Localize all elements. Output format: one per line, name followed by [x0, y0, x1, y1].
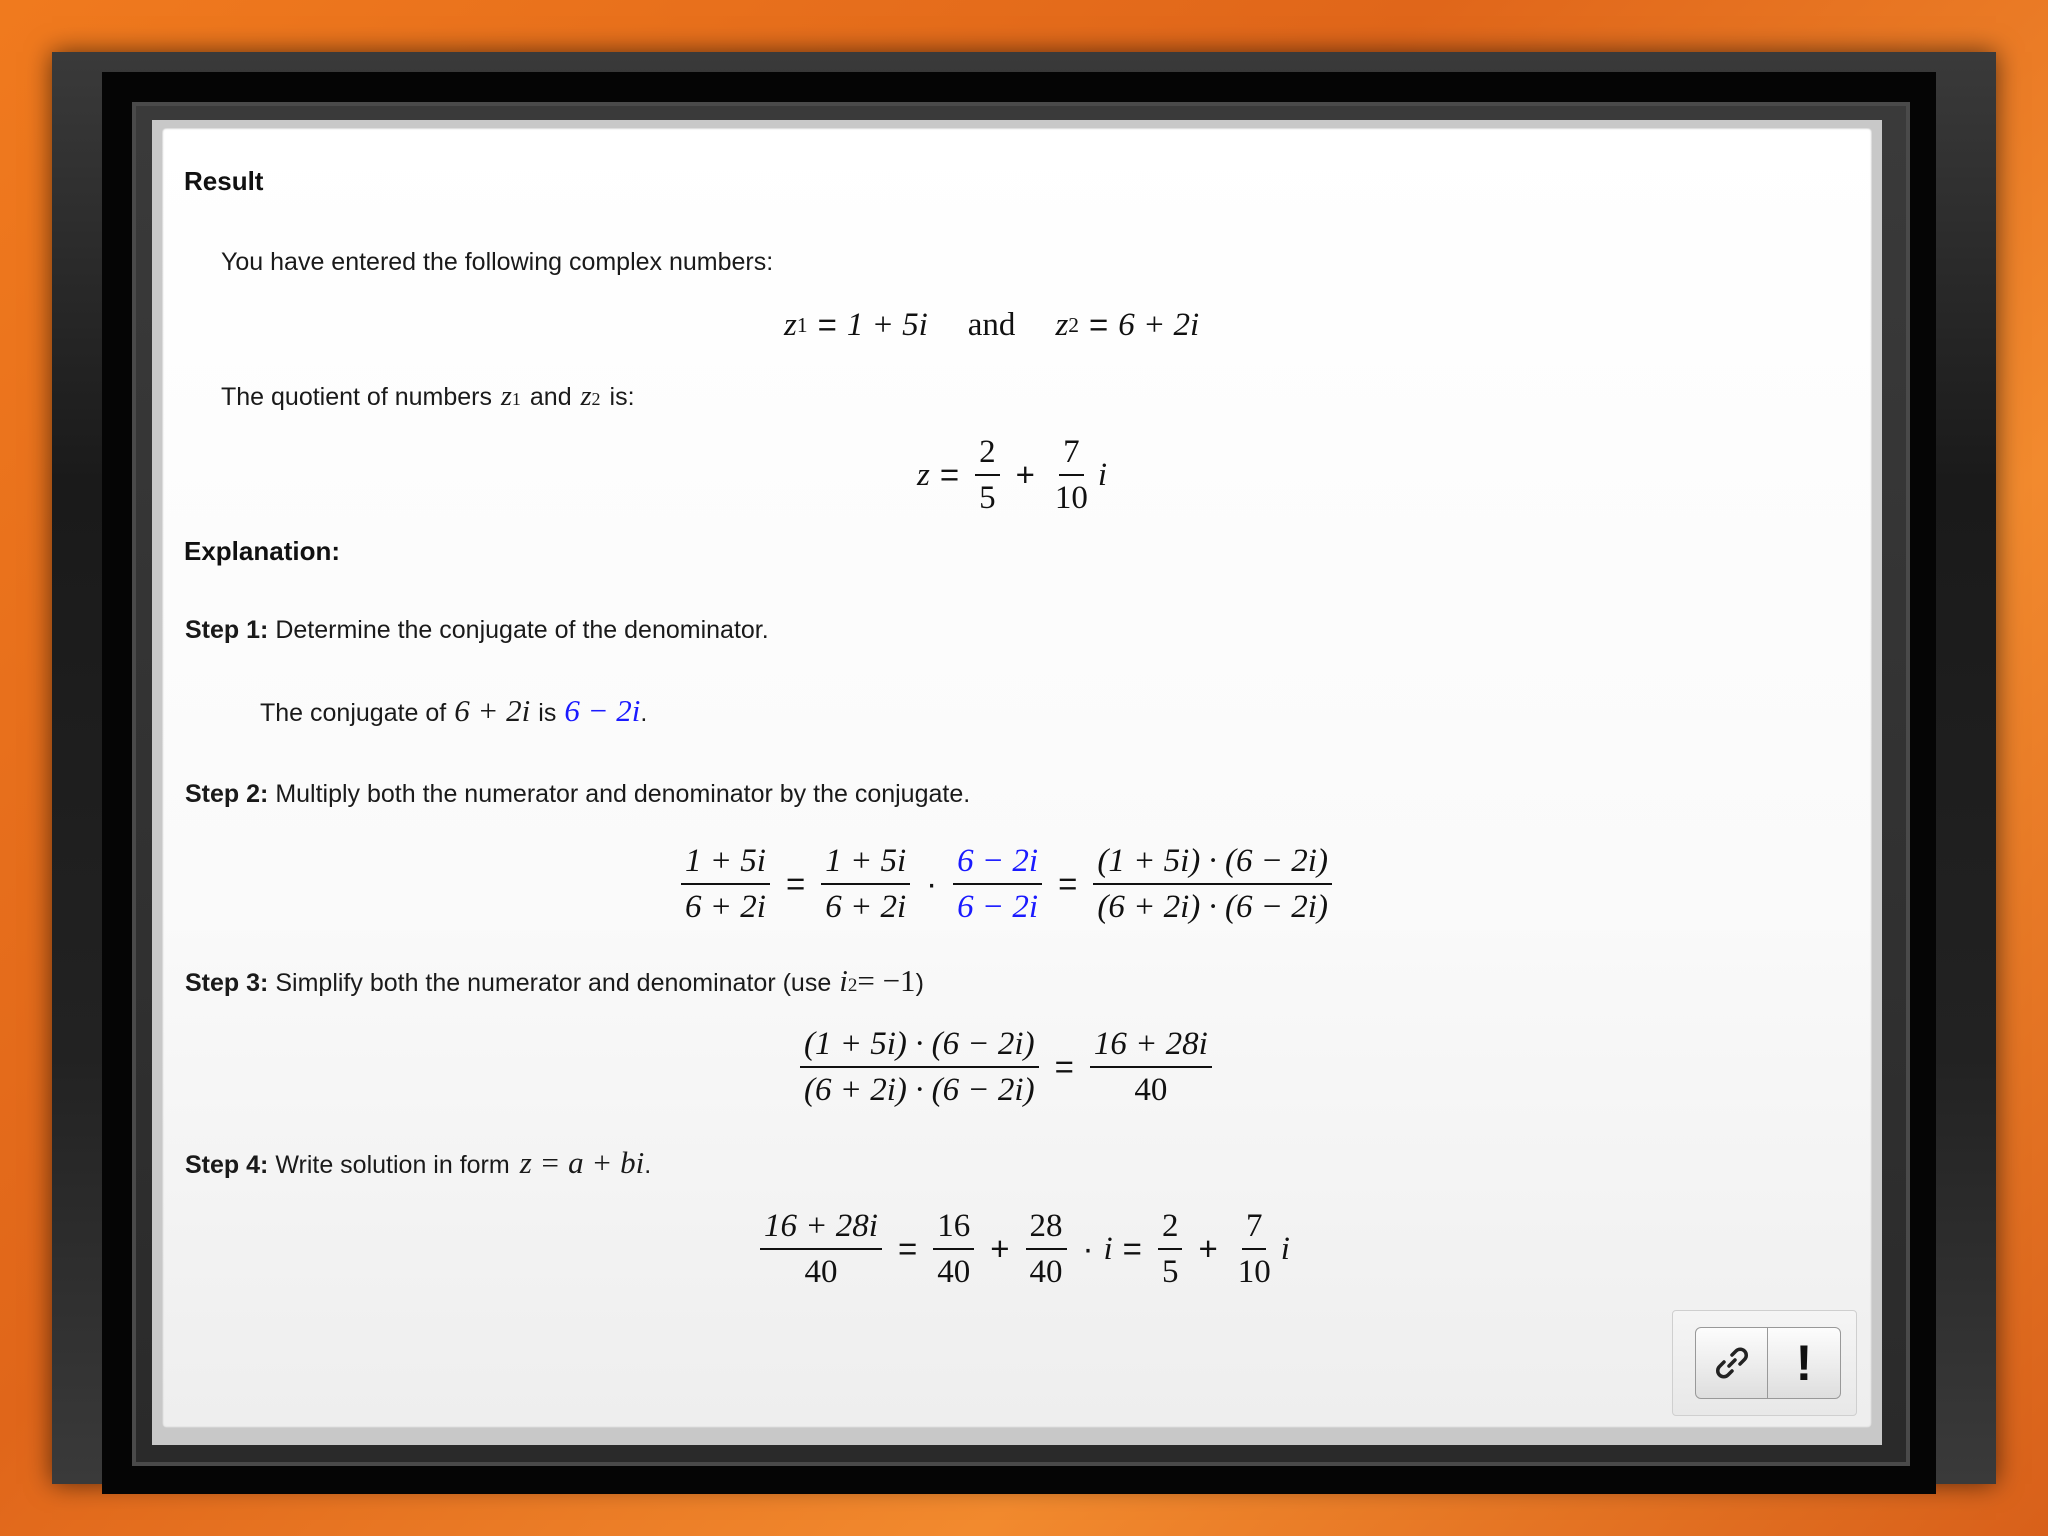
- quotient-z2-sub: 2: [591, 389, 601, 409]
- step4-final-real-num: 2: [1158, 1208, 1183, 1250]
- step4-plus-2: +: [1198, 1230, 1218, 1268]
- z2-value: 6 + 2i: [1118, 306, 1200, 343]
- conjugate-period: .: [640, 699, 648, 727]
- step2-original-den: 6 + 2i: [685, 889, 766, 926]
- quotient-and: and: [529, 383, 572, 411]
- answer-imag-num: 7: [1059, 434, 1084, 476]
- step3-eq: =: [1054, 1048, 1074, 1086]
- step4-i-1: i: [1103, 1230, 1113, 1267]
- answer-imag-fraction: [1051, 434, 1092, 517]
- z2-subscript: 2: [1068, 312, 1079, 337]
- step2-copy-den: 6 + 2i: [825, 889, 907, 926]
- step3-close: ): [915, 969, 924, 997]
- answer-real-fraction: [975, 434, 1000, 517]
- intro-text: You have entered the following complex numbers:: [221, 248, 774, 276]
- step2-copy-num: 1 + 5i: [821, 843, 910, 885]
- step2-conj-den: 6 − 2i: [957, 889, 1039, 926]
- step3-product-den: (6 + 2i) · (6 − 2i): [804, 1072, 1035, 1109]
- z1-label: z: [784, 306, 797, 343]
- conjugate-text-is: is: [538, 699, 557, 727]
- step3-text: Simplify both the numerator and denominator (use: [275, 969, 832, 997]
- exclamation-icon: !: [1795, 1335, 1813, 1391]
- step4-eq-1: =: [897, 1230, 918, 1268]
- step4-i-2: i: [1280, 1230, 1290, 1267]
- step4-final-real-den: 5: [1161, 1254, 1179, 1291]
- quotient-z1-sub: 1: [511, 389, 521, 409]
- step3-label: Step 3:: [185, 969, 269, 997]
- step4-formula: z = a + bi: [519, 1145, 645, 1180]
- step4-frac-final-real: [1158, 1208, 1183, 1291]
- step2-eq-1: =: [785, 865, 806, 903]
- answer-imag-den: 10: [1054, 480, 1088, 517]
- action-button-panel: [1672, 1310, 1857, 1416]
- answer-i: i: [1097, 456, 1108, 493]
- and-word: and: [967, 306, 1016, 343]
- step2-frac-original: [681, 843, 770, 926]
- step2-equation: [675, 843, 1338, 926]
- step3-formula-rest: = −1: [857, 963, 916, 998]
- result-heading: Result: [184, 166, 264, 196]
- step2-text: Multiply both the numerator and denominator by the conjugate.: [275, 780, 971, 808]
- step2-product-den: (6 + 2i) · (6 − 2i): [1097, 889, 1328, 926]
- step2-frac-product: [1093, 843, 1332, 926]
- step4-frac-imag-split: [1026, 1208, 1067, 1291]
- step4-final-imag-num: 7: [1242, 1208, 1267, 1250]
- step4-plus-1: +: [990, 1230, 1010, 1268]
- step4-final-imag-den: 10: [1237, 1254, 1271, 1291]
- answer-z: z: [917, 456, 930, 493]
- step3-frac-simplified: [1090, 1026, 1212, 1109]
- z2-label: z: [1055, 306, 1069, 343]
- report-button[interactable]: [1767, 1327, 1841, 1399]
- step3-simplified-num: 16 + 28i: [1090, 1026, 1212, 1068]
- step2-label: Step 2:: [185, 780, 269, 808]
- step4-imag-split-num: 28: [1026, 1208, 1067, 1250]
- step4-dot: ·: [1082, 1230, 1094, 1268]
- step2-frac-copy: [821, 843, 910, 926]
- step4-frac-real-split: [933, 1208, 974, 1291]
- step3-formula-sup: 2: [847, 975, 858, 996]
- quotient-end: is:: [609, 383, 635, 411]
- step4-imag-split-den: 40: [1029, 1254, 1063, 1291]
- link-button[interactable]: [1695, 1327, 1769, 1399]
- conjugate-original: 6 + 2i: [454, 693, 531, 728]
- conjugate-result: 6 − 2i: [564, 693, 641, 728]
- step2-conj-num: 6 − 2i: [953, 843, 1042, 885]
- step1-label: Step 1:: [185, 616, 269, 644]
- answer-equation: z = $\frac{2}{5}$ + $\frac{7}{10}$ i: [917, 434, 1108, 517]
- answer-real-num: 2: [975, 434, 1000, 476]
- step4-real-split-den: 40: [937, 1254, 971, 1291]
- step4-simplified-den: 40: [804, 1254, 838, 1291]
- step1-text: Determine the conjugate of the denominator.: [275, 616, 769, 644]
- step4-simplified-num: 16 + 28i: [760, 1208, 882, 1250]
- quotient-z1: z: [501, 381, 512, 412]
- step3-simplified-den: 40: [1134, 1072, 1168, 1109]
- step4-eq-2: =: [1122, 1230, 1142, 1268]
- step4-row: [185, 1145, 651, 1181]
- explanation-heading: Explanation:: [184, 536, 341, 566]
- step4-real-split-num: 16: [933, 1208, 974, 1250]
- step2-dot: ·: [926, 865, 938, 903]
- answer-real-den: 5: [979, 480, 996, 517]
- step2-original-num: 1 + 5i: [681, 843, 770, 885]
- z1-value: 1 + 5i: [846, 306, 928, 343]
- step3-frac-product: [800, 1026, 1039, 1109]
- conjugate-text-start: The conjugate of: [260, 699, 447, 727]
- result-card: [162, 128, 1872, 1428]
- step4-equation: [754, 1208, 1290, 1291]
- quotient-text-start: The quotient of numbers: [221, 383, 492, 411]
- step3-row: [185, 963, 924, 999]
- step4-frac-final-imag: [1234, 1208, 1275, 1291]
- step2-eq-2: =: [1058, 865, 1078, 903]
- step3-formula-i: i: [839, 963, 848, 998]
- z1-subscript: 1: [796, 312, 808, 337]
- step1-row: [185, 616, 769, 645]
- step2-row: [185, 780, 970, 809]
- step4-frac-simplified: [760, 1208, 882, 1291]
- step2-product-num: (1 + 5i) · (6 − 2i): [1093, 843, 1332, 885]
- step3-product-num: (1 + 5i) · (6 − 2i): [800, 1026, 1039, 1068]
- conjugate-row: [260, 693, 647, 729]
- quotient-z2: z: [580, 381, 592, 412]
- entered-numbers-equation: z 1 = 1 + 5i and z 2 = 6 + 2i: [784, 306, 1200, 343]
- quotient-text: [221, 381, 635, 413]
- link-icon: [1710, 1341, 1754, 1385]
- step3-equation: [794, 1026, 1218, 1109]
- step4-text: Write solution in form: [275, 1151, 510, 1179]
- step4-label: Step 4:: [185, 1151, 269, 1179]
- step2-frac-conjugate: [953, 843, 1042, 926]
- step4-period: .: [644, 1151, 652, 1179]
